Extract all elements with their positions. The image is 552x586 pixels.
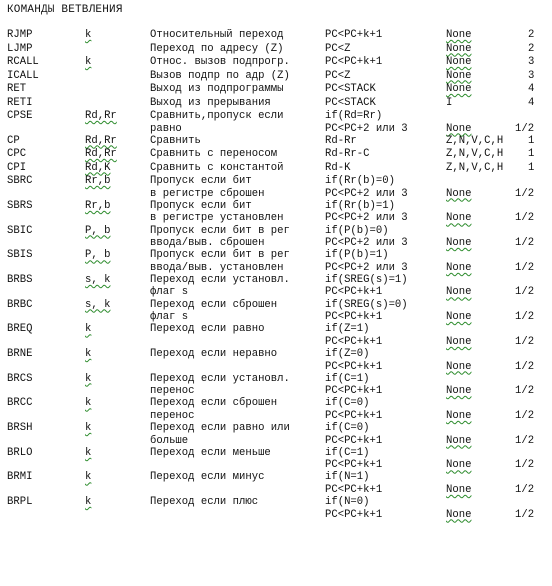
flags-cell: Z,N,V,C,H [446,161,504,174]
flags-cell: None [446,434,472,447]
expression-cell: PC<PC+k+1 [325,360,383,373]
expression-cell: PC<PC+2 или 3 [325,122,408,135]
cycles-cell: 1/2 [515,286,535,299]
cycles-cell: 1/2 [515,459,535,472]
description-cell: Переход если установл. [150,372,290,385]
description-cell: Пропуск если бит [150,175,252,188]
mnemonic-cell: SBRC [7,175,33,188]
expression-cell: PC<PC+2 или 3 [325,212,408,225]
expression-cell: PC<PC+k+1 [325,409,383,422]
table-row-continuation [0,460,552,471]
description-cell: ввода/выв. сброшен [150,237,265,250]
expression-cell: if(Rr(b)=1) [325,199,395,212]
table-row [0,397,552,411]
description-cell: Переход если плюс [150,496,259,509]
mnemonic-cell: RETI [7,96,33,109]
expression-cell: PC<PC+k+1 [325,335,383,348]
description-cell: Сравнить с константой [150,161,284,174]
table-row-continuation [0,189,552,200]
cycles-cell: 1/2 [515,434,535,447]
description-cell: больше [150,434,189,447]
table-row-continuation [0,213,552,224]
description-cell: Относ. вызов подпрогр. [150,56,290,68]
cycles-cell: 1/2 [515,212,535,225]
description-cell: Вызов подпр по адр (Z) [150,69,290,82]
operands-cell: k [85,29,92,41]
table-row-continuation [0,312,552,323]
expression-cell: PC<PC+k+1 [325,311,383,324]
mnemonic-cell: BRCS [7,372,33,385]
cycles-cell: 1/2 [515,385,535,398]
operands-cell: Rd,Rr [85,148,117,161]
table-row-continuation [0,337,552,348]
table-row [0,29,552,43]
cycles-cell: 1/2 [515,409,535,422]
description-cell: Сравнить с переносом [150,148,278,161]
table-row [0,422,552,436]
expression-cell: PC<PC+k+1 [325,483,383,496]
operands-cell: k [85,323,92,336]
table-row [0,200,552,214]
cycles-cell: 1/2 [515,508,535,521]
description-cell: Переход если неравно [150,348,278,360]
table-row-continuation [0,124,552,135]
cycles-cell: 1/2 [515,261,535,274]
mnemonic-cell: SBIC [7,224,33,237]
flags-cell: None [446,508,472,521]
operands-cell: k [85,446,92,459]
operands-cell: s, k [85,273,111,286]
expression-cell: PC<PC+k+1 [325,459,383,472]
mnemonic-cell: RCALL [7,56,39,68]
table-row [0,70,552,84]
cycles-cell: 3 [528,69,535,82]
table-row-continuation [0,436,552,447]
expression-cell: if(SREG(s)=1) [325,273,408,286]
description-cell: Переход если сброшен [150,397,278,410]
operands-cell: k [85,471,92,484]
cycles-cell: 1 [528,148,535,161]
expression-cell: if(N=1) [325,471,370,484]
operands-cell: Rr,b [85,175,111,188]
table-row [0,56,552,70]
description-cell: Пропуск если бит в рег [150,249,290,262]
description-cell: Пропуск если бит [150,199,252,212]
description-cell: флаг s [150,286,189,299]
mnemonic-cell: BRSH [7,422,33,435]
flags-cell: None [446,69,472,82]
table-row [0,225,552,239]
flags-cell: None [446,385,472,398]
mnemonic-cell: SBRS [7,199,33,212]
operands-cell: k [85,422,92,435]
cycles-cell: 1/2 [515,335,535,348]
table-row [0,162,552,176]
description-cell: перенос [150,409,195,422]
expression-cell: Rd-Rr [325,134,357,147]
cycles-cell: 3 [528,56,535,68]
flags-cell: None [446,261,472,274]
description-cell: Сравнить [150,134,201,147]
mnemonic-cell: ICALL [7,69,39,82]
mnemonic-cell: LJMP [7,42,33,55]
expression-cell: PC<PC+2 или 3 [325,187,408,200]
description-cell: Сравнить,пропуск если [150,110,284,122]
operands-cell: s, k [85,298,111,311]
table-row [0,299,552,313]
table-row-continuation [0,287,552,298]
flags-cell: None [446,286,472,299]
description-cell: Переход если равно [150,323,265,336]
cycles-cell: 1/2 [515,483,535,496]
description-cell: Переход если равно или [150,422,290,435]
flags-cell: Z,N,V,C,H [446,134,504,147]
operands-cell: k [85,348,92,360]
flags-cell: None [446,42,472,55]
mnemonic-cell: RET [7,83,27,95]
table-row [0,97,552,111]
flags-cell: None [446,335,472,348]
operands-cell: Rd,Rr [85,134,117,147]
description-cell: равно [150,122,182,135]
instruction-table [0,29,552,521]
table-row [0,447,552,461]
expression-cell: if(C=1) [325,446,370,459]
expression-cell: if(C=0) [325,422,370,435]
mnemonic-cell: BREQ [7,323,33,336]
table-row-continuation [0,386,552,397]
flags-cell: I [446,96,453,109]
expression-cell: if(Z=1) [325,323,370,336]
operands-cell: P, b [85,249,111,262]
mnemonic-cell: BRCC [7,397,33,410]
description-cell: Относительный переход [150,29,284,41]
table-row [0,148,552,162]
table-row-continuation [0,263,552,274]
expression-cell: if(SREG(s)=0) [325,298,408,311]
table-row [0,323,552,337]
expression-cell: PC<PC+k+1 [325,56,383,68]
cycles-cell: 1 [528,161,535,174]
flags-cell: None [446,409,472,422]
flags-cell: None [446,187,472,200]
cycles-cell: 1/2 [515,187,535,200]
mnemonic-cell: BRLO [7,446,33,459]
table-row [0,471,552,485]
operands-cell: Rd,K [85,161,111,174]
cycles-cell: 4 [528,83,535,95]
description-cell: Выход из прерывания [150,96,271,109]
operands-cell: k [85,397,92,410]
flags-cell: None [446,483,472,496]
mnemonic-cell: CP [7,134,20,147]
mnemonic-cell: SBIS [7,249,33,262]
flags-cell: None [446,83,472,95]
expression-cell: PC<Z [325,42,351,55]
expression-cell: Rd-K [325,161,351,174]
mnemonic-cell: BRNE [7,348,33,360]
description-cell: Выход из подпрограммы [150,83,284,95]
mnemonic-cell: CPSE [7,110,33,122]
cycles-cell: 4 [528,96,535,109]
operands-cell: P, b [85,224,111,237]
expression-cell: PC<PC+k+1 [325,508,383,521]
expression-cell: PC<PC+k+1 [325,29,383,41]
expression-cell: PC<PC+k+1 [325,385,383,398]
table-row [0,373,552,387]
cycles-cell: 1/2 [515,237,535,250]
flags-cell: None [446,56,472,68]
mnemonic-cell: CPI [7,161,27,174]
operands-cell: k [85,496,92,509]
cycles-cell: 1 [528,134,535,147]
flags-cell: Z,N,V,C,H [446,148,504,161]
table-row-continuation [0,510,552,521]
expression-cell: if(Rd=Rr) [325,110,383,122]
description-cell: Переход по адресу (Z) [150,42,284,55]
flags-cell: None [446,122,472,135]
operands-cell: k [85,56,92,68]
expression-cell: if(N=0) [325,496,370,509]
flags-cell: None [446,459,472,472]
description-cell: перенос [150,385,195,398]
expression-cell: if(C=1) [325,372,370,385]
table-row [0,43,552,57]
description-cell: Переход если сброшен [150,298,278,311]
expression-cell: Rd-Rr-C [325,148,370,161]
table-row-continuation [0,362,552,373]
expression-cell: PC<PC+k+1 [325,434,383,447]
table-row [0,135,552,149]
table-row [0,83,552,97]
expression-cell: PC<PC+k+1 [325,286,383,299]
expression-cell: PC<Z [325,69,351,82]
table-row [0,110,552,124]
description-cell: в регистре установлен [150,212,284,225]
table-row-continuation [0,411,552,422]
description-cell: Переход если минус [150,471,265,484]
expression-cell: PC<PC+2 или 3 [325,237,408,250]
expression-cell: PC<PC+2 или 3 [325,261,408,274]
description-cell: Переход если меньше [150,446,271,459]
mnemonic-cell: BRMI [7,471,33,484]
expression-cell: if(C=0) [325,397,370,410]
description-cell: флаг s [150,311,189,324]
operands-cell: k [85,372,92,385]
expression-cell: if(P(b)=1) [325,249,389,262]
cycles-cell: 1/2 [515,360,535,373]
table-row [0,274,552,288]
cycles-cell: 2 [528,42,535,55]
table-row [0,249,552,263]
flags-cell: None [446,29,472,41]
operands-cell: Rd,Rr [85,110,117,122]
expression-cell: if(Z=0) [325,348,370,360]
cycles-cell: 2 [528,29,535,41]
table-row [0,496,552,510]
description-cell: Пропуск если бит в рег [150,224,290,237]
table-row-continuation [0,485,552,496]
mnemonic-cell: BRBC [7,298,33,311]
table-row-continuation [0,238,552,249]
expression-cell: PC<STACK [325,96,376,109]
table-row [0,175,552,189]
expression-cell: if(P(b)=0) [325,224,389,237]
description-cell: в регистре сброшен [150,187,265,200]
expression-cell: if(Rr(b)=0) [325,175,395,188]
operands-cell: Rr,b [85,199,111,212]
cycles-cell: 1/2 [515,311,535,324]
mnemonic-cell: CPC [7,148,27,161]
expression-cell: PC<STACK [325,83,376,95]
flags-cell: None [446,360,472,373]
mnemonic-cell: BRBS [7,273,33,286]
flags-cell: None [446,311,472,324]
flags-cell: None [446,212,472,225]
mnemonic-cell: RJMP [7,29,33,41]
description-cell: ввода/выв. установлен [150,261,284,274]
table-row [0,348,552,362]
cycles-cell: 1/2 [515,122,535,135]
flags-cell: None [446,237,472,250]
description-cell: Переход если установл. [150,273,290,286]
mnemonic-cell: BRPL [7,496,33,509]
document-heading: КОМАНДЫ ВЕТВЛЕНИЯ [7,4,123,16]
